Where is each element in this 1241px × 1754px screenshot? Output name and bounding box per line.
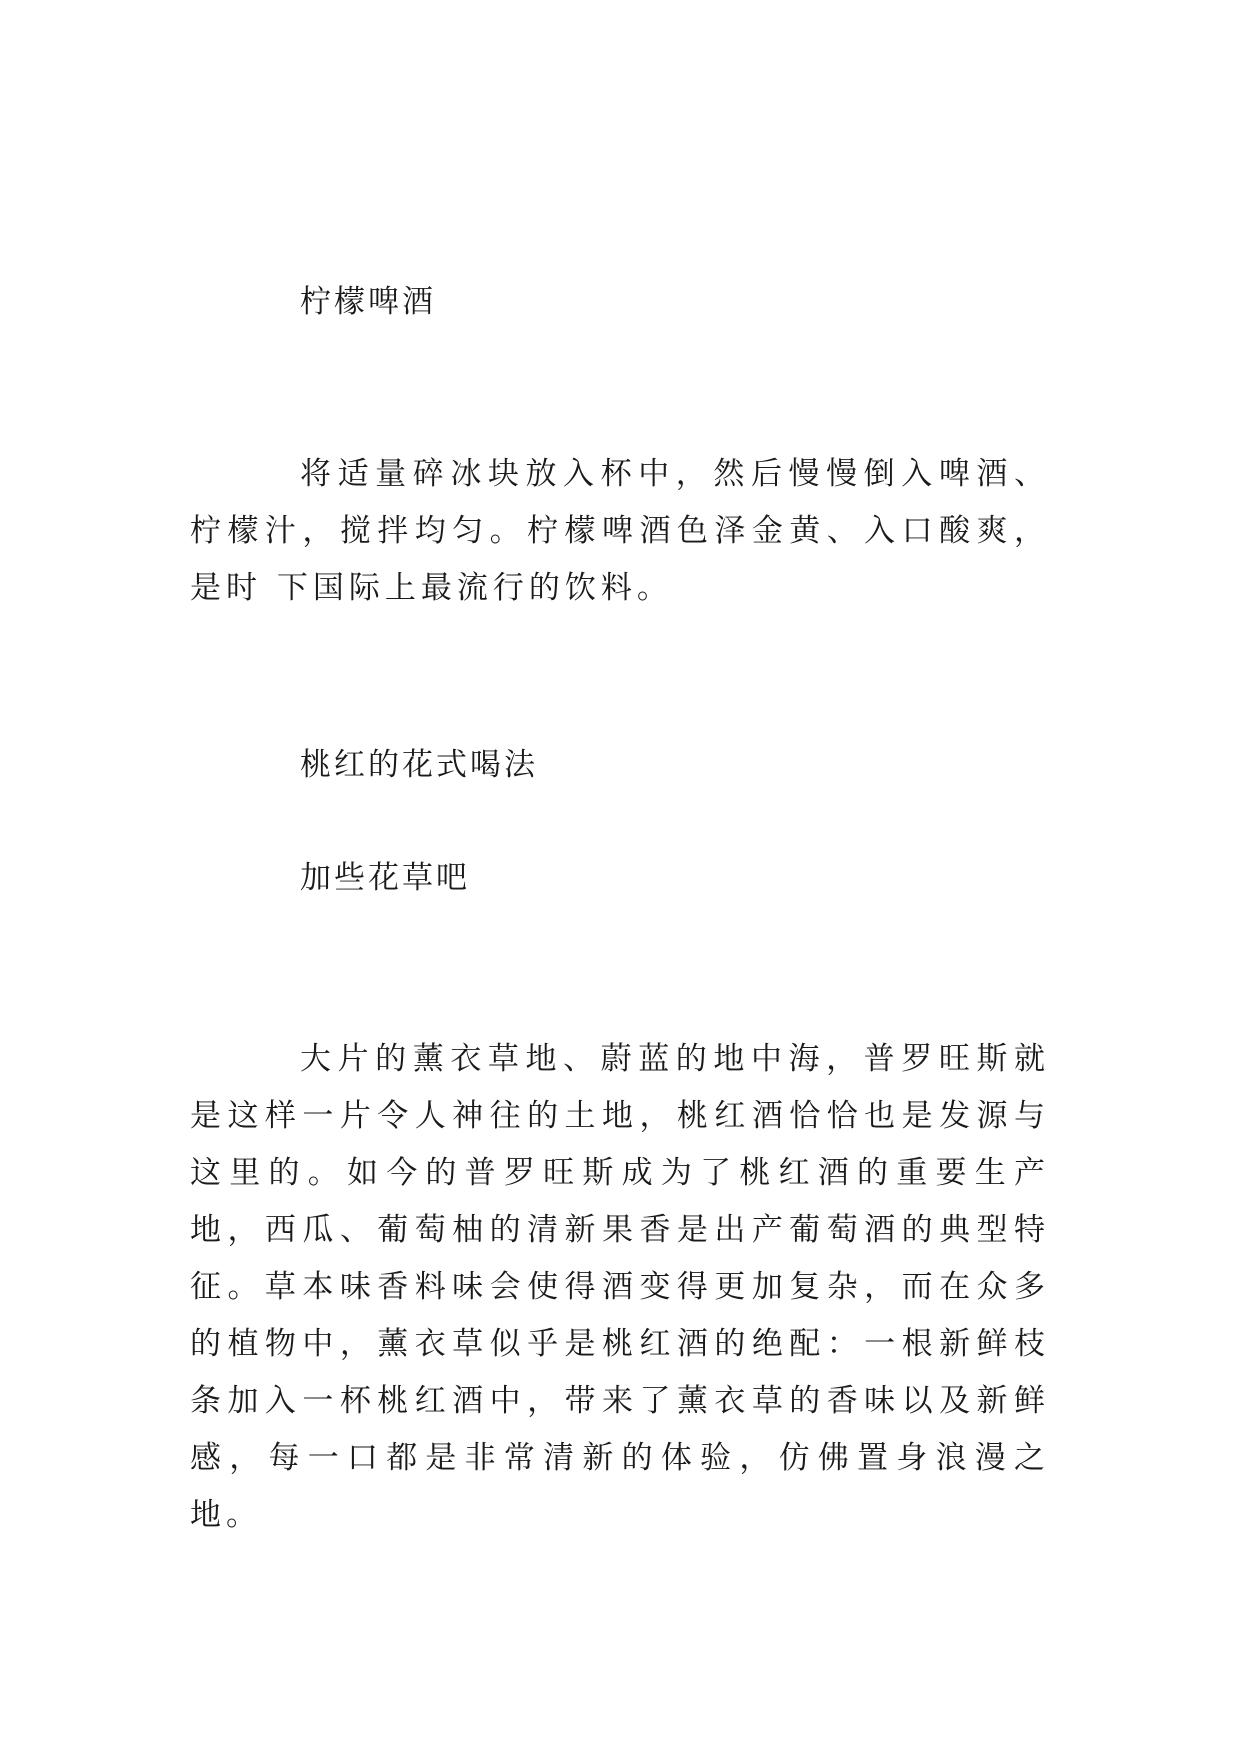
section-heading-add-herbs: 加些花草吧 xyxy=(300,860,470,896)
paragraph-lemon-beer: 将适量碎冰块放入杯中，然后慢慢倒入啤酒、柠檬汁，搅拌均匀。柠檬啤酒色泽金黄、入口酸爽，是时 下国际上最流行的饮料。 xyxy=(190,456,1050,606)
section-heading-lemon-beer: 柠檬啤酒 xyxy=(300,284,436,320)
section-heading-rose-styles: 桃红的花式喝法 xyxy=(300,747,538,783)
paragraph-provence-lavender: 大片的薰衣草地、蔚蓝的地中海，普罗旺斯就是这样一片令人神往的土地，桃红酒恰恰也是发源与这里的。如今的普罗旺斯成为了桃红酒的重要生产地，西瓜、葡萄柚的清新果香是出产葡萄酒的典型特征。草本味香料味会使得酒变得更加复杂，而在众多的植物中，薰衣草似乎是桃红酒的绝配：一根新鲜枝条加入一杯桃红酒中，带来了薰衣草的香味以及新鲜感，每一口都是非常清新的体验，仿佛置身浪漫之地。 xyxy=(190,1041,1050,1533)
